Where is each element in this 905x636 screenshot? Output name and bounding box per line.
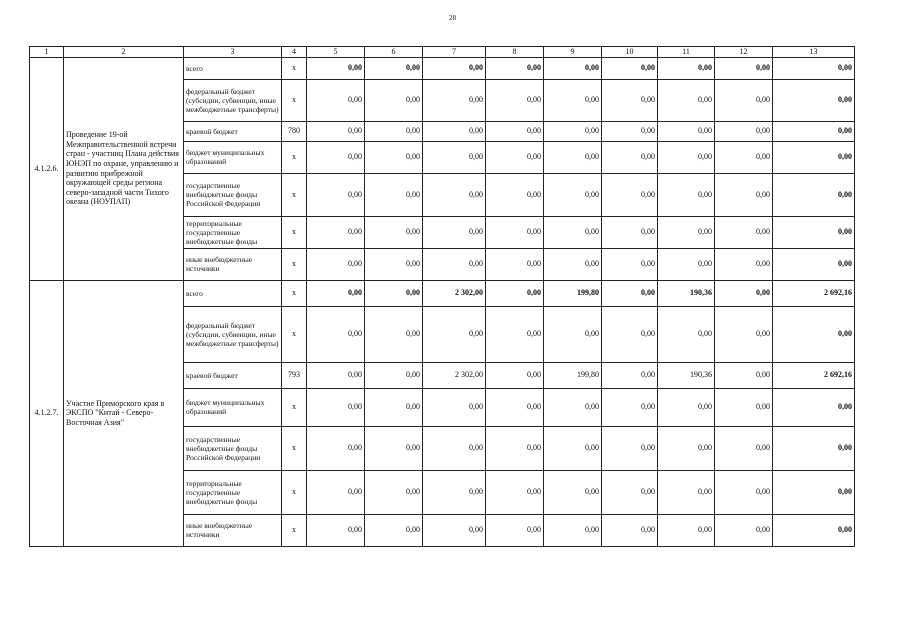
year-value: 0,00 (423, 141, 486, 173)
year-value: 0,00 (423, 426, 486, 470)
year-value: 0,00 (307, 121, 365, 141)
year-value: 0,00 (658, 514, 715, 546)
year-value: 0,00 (602, 514, 658, 546)
total-value: 2 692,16 (773, 362, 855, 388)
year-value: 0,00 (658, 306, 715, 362)
column-header: 4 (282, 47, 307, 58)
year-value: 0,00 (486, 426, 544, 470)
year-value: 0,00 (486, 362, 544, 388)
year-value: 0,00 (307, 248, 365, 280)
year-value: 0,00 (423, 248, 486, 280)
year-value: 0,00 (423, 216, 486, 248)
year-value: 199,80 (544, 362, 602, 388)
grbs-code: x (282, 248, 307, 280)
year-value: 0,00 (423, 79, 486, 121)
funding-source: территориальные государственные внебюджетные фонды (184, 216, 282, 248)
total-value: 0,00 (773, 306, 855, 362)
year-value: 199,80 (544, 280, 602, 306)
year-value: 0,00 (602, 173, 658, 216)
year-value: 0,00 (423, 514, 486, 546)
year-value: 0,00 (365, 173, 423, 216)
column-header: 1 (30, 47, 64, 58)
year-value: 0,00 (715, 514, 773, 546)
column-header: 3 (184, 47, 282, 58)
funding-source: всего (184, 57, 282, 79)
funding-source: иные внебюджетные источники (184, 514, 282, 546)
year-value: 0,00 (658, 79, 715, 121)
year-value: 0,00 (715, 216, 773, 248)
grbs-code: x (282, 173, 307, 216)
year-value: 0,00 (658, 388, 715, 426)
year-value: 0,00 (307, 57, 365, 79)
year-value: 0,00 (658, 57, 715, 79)
total-value: 0,00 (773, 57, 855, 79)
year-value: 0,00 (658, 248, 715, 280)
total-value: 0,00 (773, 388, 855, 426)
page-number: 28 (449, 14, 456, 22)
column-header: 2 (64, 47, 184, 58)
year-value: 0,00 (307, 388, 365, 426)
total-value: 0,00 (773, 173, 855, 216)
year-value: 0,00 (544, 79, 602, 121)
grbs-code: x (282, 216, 307, 248)
year-value: 0,00 (486, 388, 544, 426)
table-row (30, 280, 855, 306)
year-value: 0,00 (365, 470, 423, 514)
column-header: 7 (423, 47, 486, 58)
total-value: 2 692,16 (773, 280, 855, 306)
year-value: 0,00 (486, 141, 544, 173)
funding-source: государственные внебюджетные фонды Российской Федерации (184, 173, 282, 216)
grbs-code: x (282, 514, 307, 546)
year-value: 0,00 (307, 426, 365, 470)
year-value: 0,00 (486, 248, 544, 280)
grbs-code: x (282, 470, 307, 514)
year-value: 0,00 (715, 280, 773, 306)
year-value: 0,00 (715, 362, 773, 388)
year-value: 0,00 (544, 470, 602, 514)
year-value: 0,00 (544, 388, 602, 426)
total-value: 0,00 (773, 79, 855, 121)
total-value: 0,00 (773, 470, 855, 514)
year-value: 0,00 (715, 173, 773, 216)
year-value: 2 302,00 (423, 362, 486, 388)
year-value: 0,00 (544, 141, 602, 173)
year-value: 0,00 (486, 514, 544, 546)
grbs-code: x (282, 280, 307, 306)
year-value: 0,00 (602, 388, 658, 426)
year-value: 0,00 (544, 426, 602, 470)
year-value: 0,00 (307, 470, 365, 514)
year-value: 0,00 (365, 280, 423, 306)
year-value: 0,00 (307, 141, 365, 173)
year-value: 0,00 (715, 248, 773, 280)
year-value: 0,00 (715, 57, 773, 79)
year-value: 0,00 (602, 216, 658, 248)
column-header: 9 (544, 47, 602, 58)
year-value: 0,00 (365, 141, 423, 173)
year-value: 0,00 (602, 248, 658, 280)
year-value: 0,00 (602, 57, 658, 79)
grbs-code: x (282, 57, 307, 79)
funding-source: государственные внебюджетные фонды Российской Федерации (184, 426, 282, 470)
year-value: 0,00 (365, 306, 423, 362)
year-value: 0,00 (307, 173, 365, 216)
year-value: 0,00 (365, 514, 423, 546)
funding-source: федеральный бюджет (субсидии, субвенции, иные межбюджетные трансферты) (184, 306, 282, 362)
year-value: 0,00 (486, 280, 544, 306)
column-header: 13 (773, 47, 855, 58)
grbs-code: x (282, 141, 307, 173)
year-value: 0,00 (486, 470, 544, 514)
year-value: 0,00 (365, 121, 423, 141)
year-value: 0,00 (365, 57, 423, 79)
budget-table (29, 46, 855, 547)
table-row (30, 57, 855, 79)
year-value: 0,00 (544, 216, 602, 248)
year-value: 0,00 (423, 173, 486, 216)
column-number-row (30, 47, 855, 58)
year-value: 0,00 (423, 306, 486, 362)
year-value: 0,00 (486, 121, 544, 141)
year-value: 0,00 (307, 514, 365, 546)
year-value: 0,00 (544, 173, 602, 216)
total-value: 0,00 (773, 141, 855, 173)
year-value: 0,00 (602, 79, 658, 121)
column-header: 8 (486, 47, 544, 58)
total-value: 0,00 (773, 248, 855, 280)
year-value: 0,00 (307, 306, 365, 362)
year-value: 190,36 (658, 280, 715, 306)
funding-source: краевой бюджет (184, 121, 282, 141)
year-value: 0,00 (602, 141, 658, 173)
year-value: 0,00 (658, 470, 715, 514)
year-value: 0,00 (544, 121, 602, 141)
year-value: 0,00 (486, 306, 544, 362)
year-value: 0,00 (544, 248, 602, 280)
total-value: 0,00 (773, 426, 855, 470)
year-value: 0,00 (307, 280, 365, 306)
column-header: 11 (658, 47, 715, 58)
grbs-code: x (282, 79, 307, 121)
year-value: 0,00 (658, 426, 715, 470)
year-value: 0,00 (715, 426, 773, 470)
total-value: 0,00 (773, 514, 855, 546)
year-value: 0,00 (658, 173, 715, 216)
year-value: 0,00 (365, 362, 423, 388)
funding-source: краевой бюджет (184, 362, 282, 388)
year-value: 0,00 (715, 470, 773, 514)
year-value: 0,00 (658, 121, 715, 141)
year-value: 0,00 (602, 280, 658, 306)
measure-code: 4.1.2.7. (30, 280, 64, 546)
funding-source: всего (184, 280, 282, 306)
year-value: 0,00 (486, 57, 544, 79)
column-header: 10 (602, 47, 658, 58)
year-value: 0,00 (365, 79, 423, 121)
year-value: 0,00 (486, 79, 544, 121)
year-value: 0,00 (307, 79, 365, 121)
grbs-code: 780 (282, 121, 307, 141)
measure-name: Участие Приморского края в ЭКСПО "Китай - Северо-Восточная Азия" (64, 280, 184, 546)
year-value: 0,00 (365, 388, 423, 426)
year-value: 0,00 (715, 121, 773, 141)
year-value: 0,00 (307, 362, 365, 388)
year-value: 0,00 (544, 57, 602, 79)
column-header: 6 (365, 47, 423, 58)
column-header: 12 (715, 47, 773, 58)
year-value: 0,00 (423, 121, 486, 141)
funding-source: иные внебюджетные источники (184, 248, 282, 280)
year-value: 0,00 (365, 216, 423, 248)
year-value: 0,00 (486, 216, 544, 248)
year-value: 0,00 (715, 79, 773, 121)
total-value: 0,00 (773, 216, 855, 248)
grbs-code: x (282, 306, 307, 362)
year-value: 0,00 (715, 388, 773, 426)
funding-source: федеральный бюджет (субсидии, субвенции, иные межбюджетные трансферты) (184, 79, 282, 121)
year-value: 0,00 (365, 248, 423, 280)
funding-source: территориальные государственные внебюджетные фонды (184, 470, 282, 514)
year-value: 0,00 (486, 173, 544, 216)
year-value: 0,00 (602, 362, 658, 388)
funding-source: бюджет муниципальных образований (184, 388, 282, 426)
funding-source: бюджет муниципальных образований (184, 141, 282, 173)
grbs-code: 793 (282, 362, 307, 388)
year-value: 0,00 (602, 306, 658, 362)
column-header: 5 (307, 47, 365, 58)
year-value: 0,00 (544, 514, 602, 546)
year-value: 0,00 (715, 306, 773, 362)
grbs-code: x (282, 388, 307, 426)
year-value: 0,00 (715, 141, 773, 173)
year-value: 2 302,00 (423, 280, 486, 306)
year-value: 0,00 (423, 388, 486, 426)
year-value: 0,00 (423, 57, 486, 79)
year-value: 190,36 (658, 362, 715, 388)
year-value: 0,00 (423, 470, 486, 514)
measure-name: Проведение 19-ой Межправительственной встречи стран - участниц Плана действия ЮНЭП по охране, управлению и развитию прибрежной окружающей среды региона северо-западной части Тихого океана (НОУПАП) (64, 57, 184, 280)
grbs-code: x (282, 426, 307, 470)
year-value: 0,00 (658, 216, 715, 248)
year-value: 0,00 (602, 426, 658, 470)
year-value: 0,00 (365, 426, 423, 470)
year-value: 0,00 (602, 121, 658, 141)
total-value: 0,00 (773, 121, 855, 141)
year-value: 0,00 (658, 141, 715, 173)
measure-code: 4.1.2.6. (30, 57, 64, 280)
year-value: 0,00 (602, 470, 658, 514)
year-value: 0,00 (544, 306, 602, 362)
year-value: 0,00 (307, 216, 365, 248)
